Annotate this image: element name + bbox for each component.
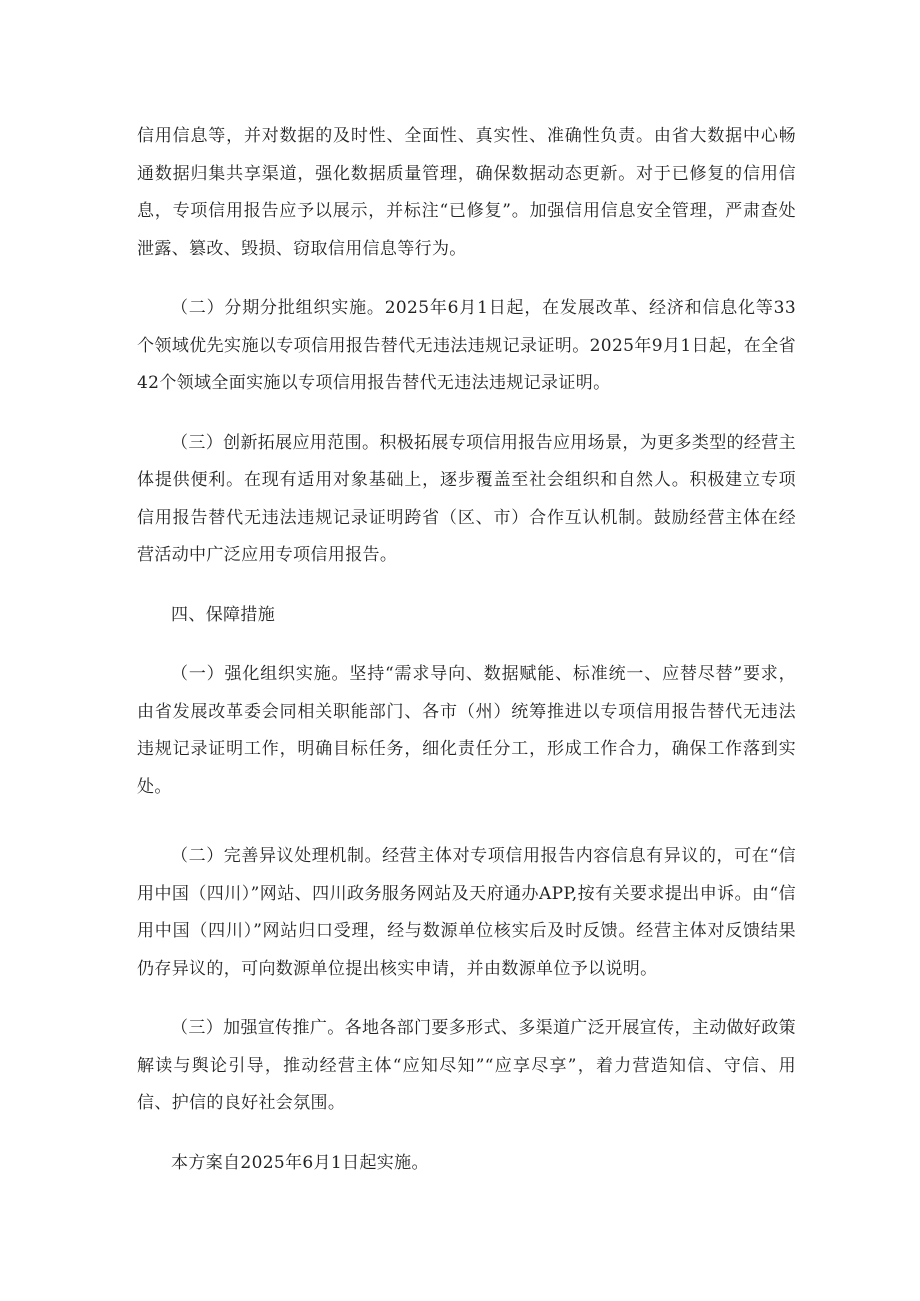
document-body [137,118,796,1182]
paragraph-credit-info-security: 信用信息等，并对数据的及时性、全面性、真实性、准确性负责。由省大数据中心畅通数据归集共享渠道，强化数据质量管理，确保数据动态更新。对于已修复的信用信息，专项信用报告应予以展示，并标注“已修复”。加强信用信息安全管理，严肃查处泄露、篡改、毁损、窃取信用信息等行为。 [137,126,796,259]
section-heading-safeguards: 四、保障措施 [171,604,276,625]
paragraph-publicity-promotion: （三）加强宣传推广。各地各部门要多形式、多渠道广泛开展宣传，主动做好政策解读与舆论引导，推动经营主体“应知尽知”“应享尽享”，着力营造知信、守信、用信、护信的良好社会氛围。 [137,1018,796,1113]
paragraph-effective-date: 本方案自2025年6月1日起实施。 [171,1152,429,1173]
paragraph-expand-application-scope: （三）创新拓展应用范围。积极拓展专项信用报告应用场景，为更多类型的经营主体提供便利。在现有适用对象基础上，逐步覆盖至社会组织和自然人。积极建立专项信用报告替代无违法违规记录证明跨省（区、市）合作互认机制。鼓励经营主体在经营活动中广泛应用专项信用报告。 [137,432,796,565]
paragraph-phased-implementation: （二）分期分批组织实施。2025年6月1日起，在发展改革、经济和信息化等33个领域优先实施以专项信用报告替代无违法违规记录证明。2025年9月1日起，在全省42个领域全面实施以专项信用报告替代无违法违规记录证明。 [137,298,796,393]
paragraph-dispute-handling: （二）完善异议处理机制。经营主体对专项信用报告内容信息有异议的，可在“信用中国（四川）”网站、四川政务服务网站及天府通办APP,按有关要求提出申诉。由“信用中国（四川）”网站归口受理，经与数源单位核实后及时反馈。经营主体对反馈结果仍存异议的，可向数源单位提出核实申请，并由数源单位予以说明。 [137,846,796,979]
paragraph-strengthen-organization: （一）强化组织实施。坚持“需求导向、数据赋能、标准统一、应替尽替”要求，由省发展改革委会同相关职能部门、各市（州）统筹推进以专项信用报告替代无违法违规记录证明工作，明确目标任务，细化责任分工，形成工作合力，确保工作落到实处。 [137,664,796,797]
